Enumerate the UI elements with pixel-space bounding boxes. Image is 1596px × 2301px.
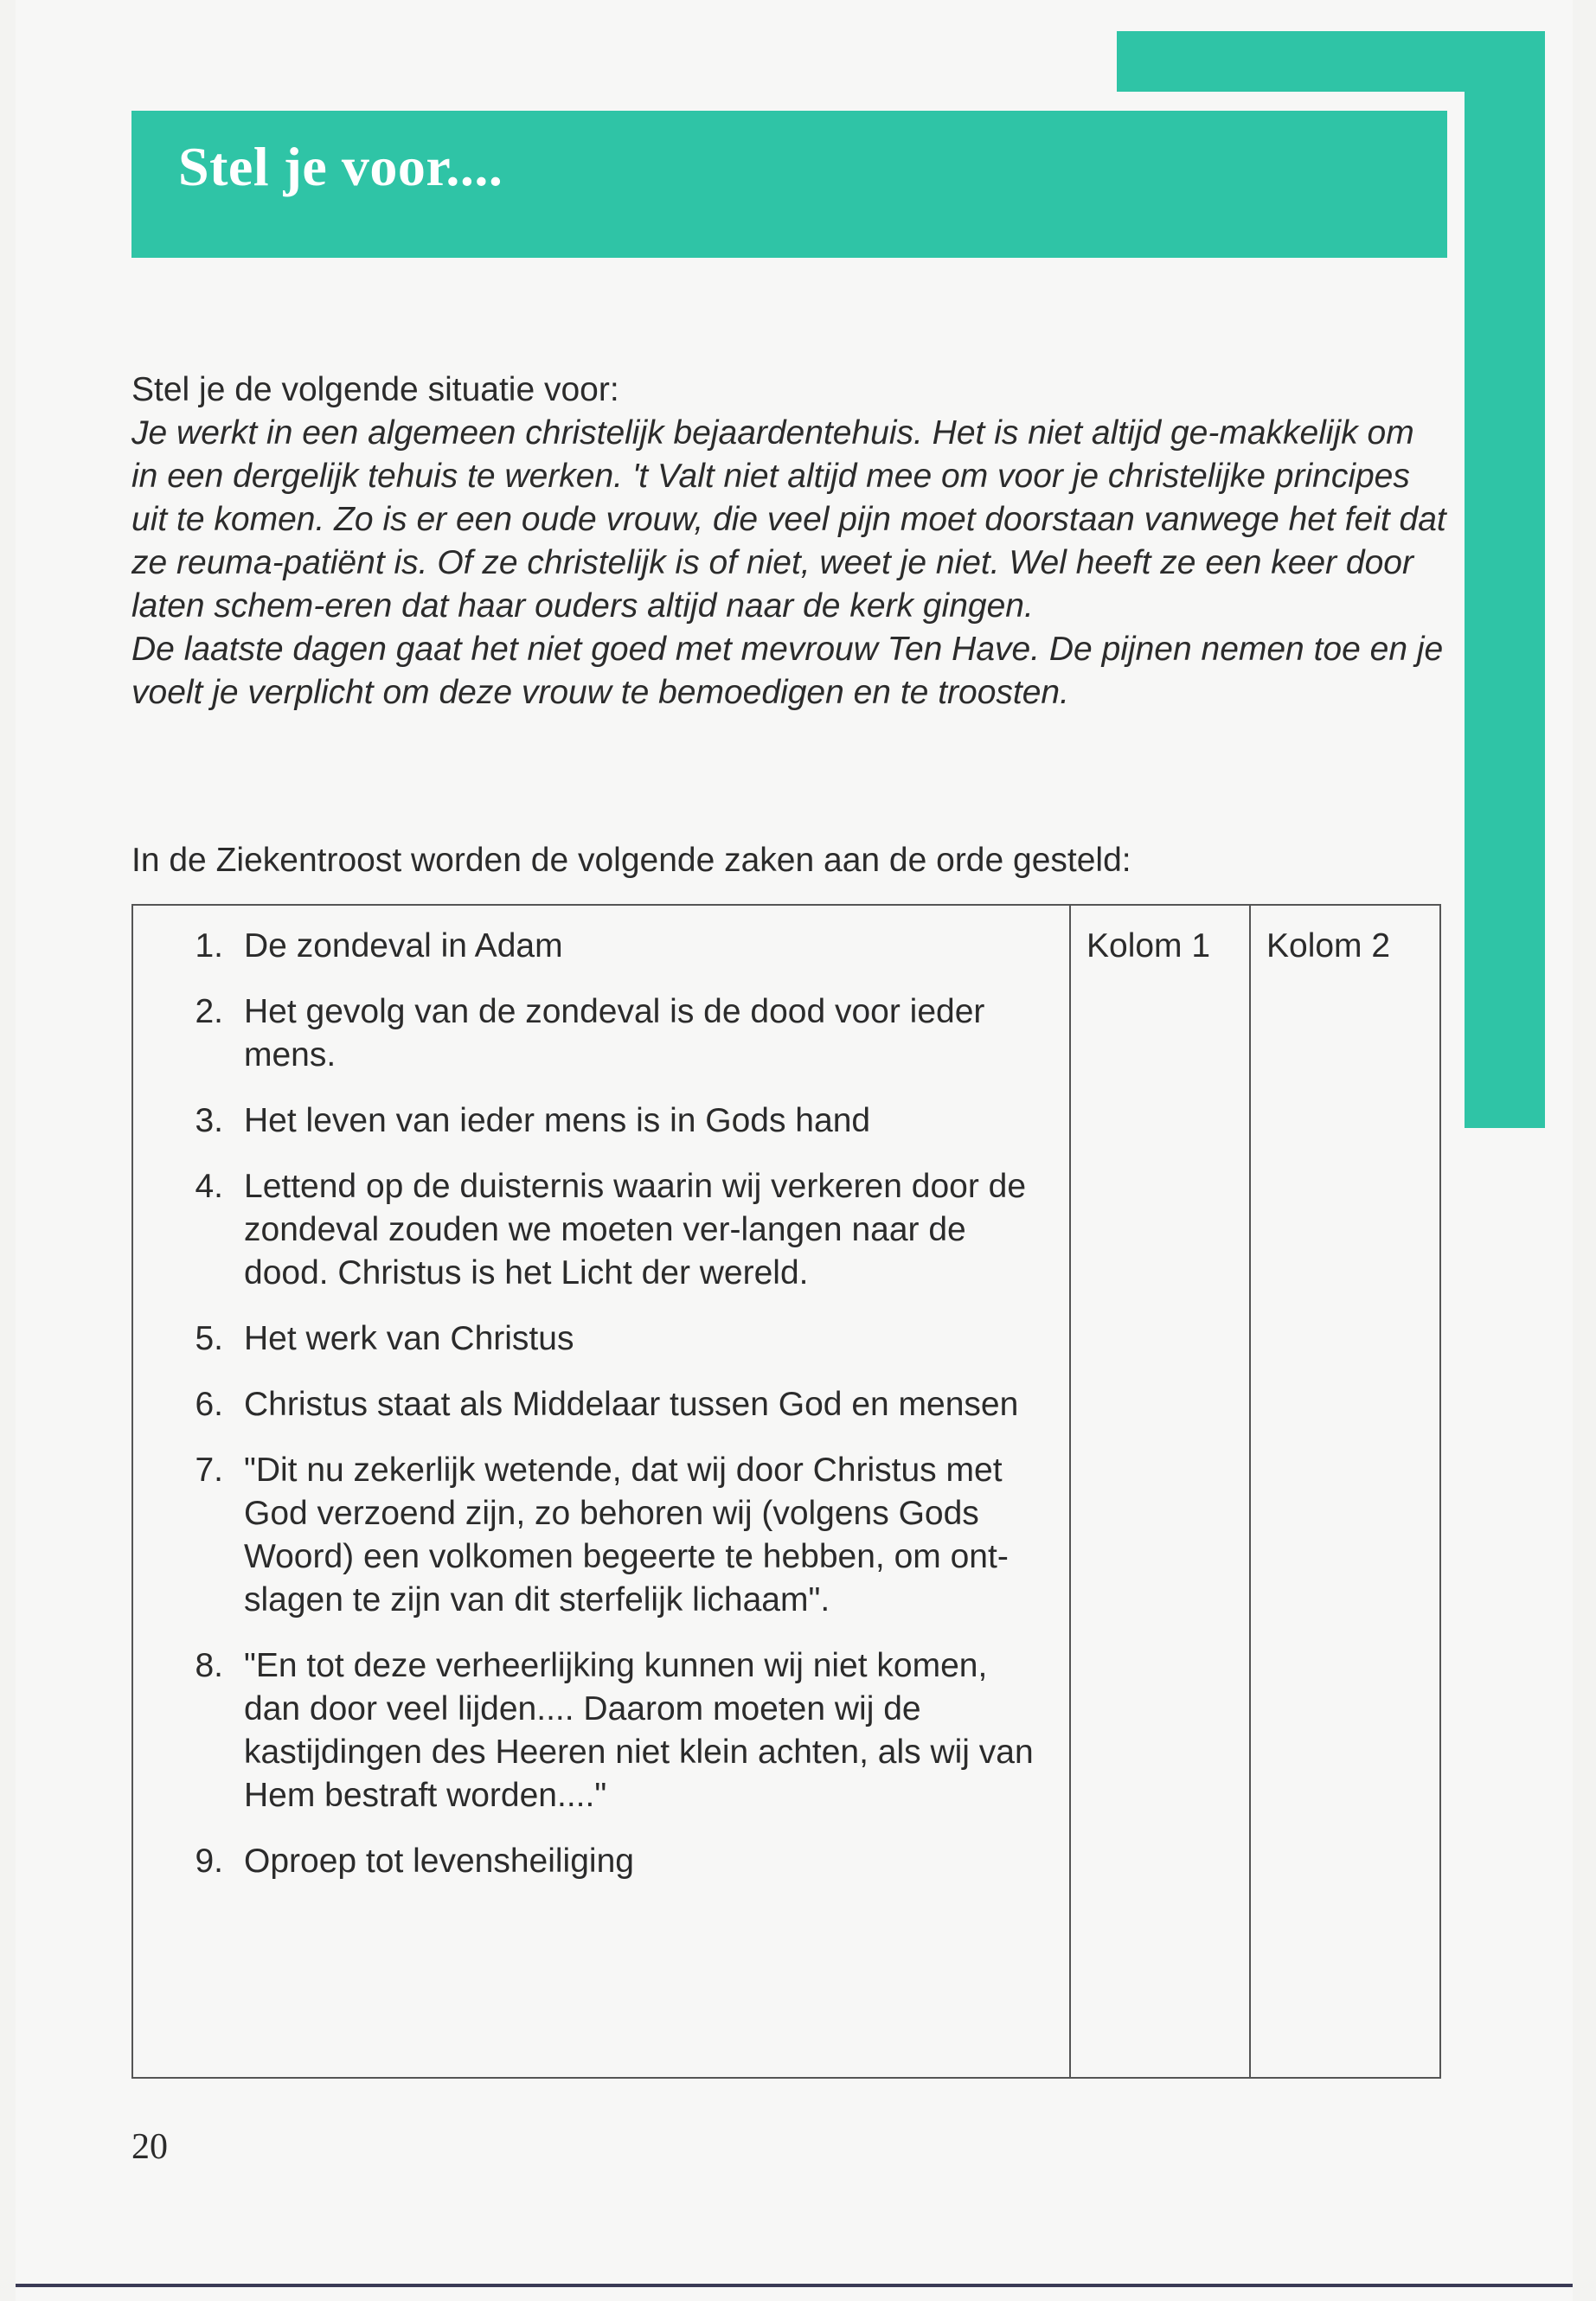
accent-bar-right — [1465, 31, 1545, 1128]
item-number: 6. — [195, 1386, 223, 1423]
lead-text: In de Ziekentroost worden de volgende zaken aan de orde gesteld: — [131, 842, 1131, 879]
column-header-kolom-2: Kolom 2 — [1266, 927, 1391, 965]
column-divider-1 — [1069, 906, 1071, 2077]
item-text: Lettend op de duisternis waarin wij verkeren door de zondeval zouden we moeten ver-langen naar de dood. Christus is het Licht der wereld. — [244, 1168, 1027, 1292]
item-number: 4. — [195, 1168, 223, 1205]
topics-list — [168, 925, 1050, 1906]
list-item — [168, 1449, 1050, 1622]
column-divider-2 — [1249, 906, 1251, 2077]
page-number: 20 — [131, 2127, 168, 2167]
list-item — [168, 1099, 1050, 1143]
column-header-kolom-1: Kolom 1 — [1086, 927, 1211, 965]
scenario-text — [131, 412, 1446, 715]
item-text: Het leven van ieder mens is in Gods hand — [244, 1102, 871, 1139]
item-number: 1. — [195, 927, 223, 965]
item-text: De zondeval in Adam — [244, 927, 563, 965]
item-number: 8. — [195, 1647, 223, 1684]
intro-text: Stel je de volgende situatie voor: — [131, 371, 619, 408]
item-text: "Dit nu zekerlijk wetende, dat wij door Christus met God verzoend zijn, zo behoren wij (volgens Gods Woord) een volkomen begeerte te hebben, om ont-slagen te zijn van dit sterfelijk lichaam". — [244, 1452, 1009, 1618]
list-item — [168, 1165, 1050, 1295]
list-item — [168, 1317, 1050, 1361]
scenario-paragraph-1: Je werkt in een algemeen christelijk bejaardentehuis. Het is niet altijd ge-makkelijk om in een dergelijk tehuis te werken. 't Valt niet altijd mee om voor je christelijke principes uit te komen. Zo is er een oude vrouw, die veel pijn moet doorstaan vanwege het feit dat ze reuma-patiënt is. Of ze christelijk is of niet, weet je niet. Wel heeft ze een keer door laten schem-eren dat haar ouders altijd naar de kerk gingen. — [131, 414, 1446, 625]
page-title: Stel je voor.... — [178, 136, 503, 197]
item-number: 7. — [195, 1452, 223, 1489]
list-item — [168, 1840, 1050, 1883]
item-number: 3. — [195, 1102, 223, 1139]
item-number: 9. — [195, 1843, 223, 1880]
item-text: "En tot deze verheerlijking kunnen wij niet komen, dan door veel lijden.... Daarom moeten wij de kastijdingen des Heeren niet klein achten, als wij van Hem bestraft worden...." — [244, 1647, 1034, 1814]
item-number: 2. — [195, 993, 223, 1030]
item-text: Oproep tot levensheiliging — [244, 1843, 634, 1880]
item-text: Het werk van Christus — [244, 1320, 574, 1357]
list-item — [168, 990, 1050, 1077]
accent-gap-horizontal — [1117, 92, 1465, 107]
item-text: Christus staat als Middelaar tussen God en mensen — [244, 1386, 1019, 1423]
topics-table — [131, 904, 1441, 2079]
list-item — [168, 1644, 1050, 1817]
list-item — [168, 1383, 1050, 1426]
item-text: Het gevolg van de zondeval is de dood voor ieder mens. — [244, 993, 985, 1074]
list-item — [168, 925, 1050, 968]
accent-gap-vertical — [1449, 92, 1465, 1128]
scenario-paragraph-2: De laatste dagen gaat het niet goed met mevrouw Ten Have. De pijnen nemen toe en je voelt je verplicht om deze vrouw te bemoedigen en te troosten. — [131, 631, 1444, 711]
bottom-edge-rule — [16, 2284, 1573, 2287]
item-number: 5. — [195, 1320, 223, 1357]
